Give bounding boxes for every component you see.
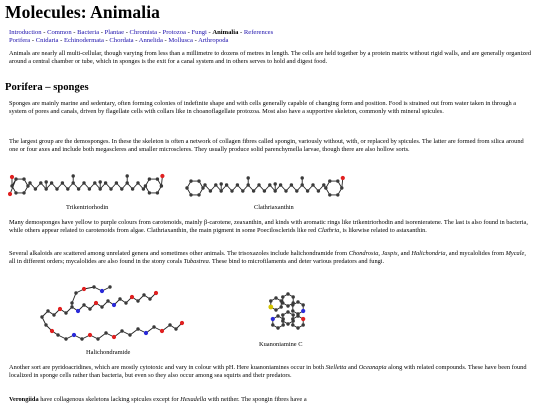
- nitrogen-atom: [271, 317, 275, 321]
- carbon-atom: [247, 176, 250, 179]
- carbon-atom: [120, 187, 123, 190]
- carbon-atom: [274, 308, 277, 311]
- oxygen-atom: [180, 321, 184, 325]
- nitrogen-atom: [112, 303, 116, 307]
- carbon-atom: [61, 181, 64, 184]
- genus-stelletta: Stelletta: [325, 364, 347, 371]
- carbon-atom: [291, 309, 294, 312]
- carbon-atom: [279, 305, 282, 308]
- oxygen-atom: [154, 291, 158, 295]
- carbon-atom: [100, 305, 103, 308]
- carbon-atom: [152, 325, 155, 328]
- carbon-atom: [160, 184, 163, 187]
- nav-line-2: [9, 37, 534, 45]
- kuanoniamine-caption: Kuanoniamine C: [259, 341, 303, 348]
- carbon-atom: [281, 317, 284, 320]
- nav-separator: -: [192, 37, 199, 45]
- clathriaxanthin-structure: [183, 170, 355, 204]
- carbon-atom: [236, 183, 239, 186]
- nav-link-animalia: Animalia: [212, 29, 239, 36]
- carbon-atom: [136, 299, 139, 302]
- carbon-atom: [230, 189, 233, 192]
- oxygen-atom: [94, 301, 98, 305]
- nav-separator: -: [157, 29, 163, 36]
- trikentriorhodin-caption: Trikentriorhodin: [66, 204, 109, 211]
- carbon-atom: [22, 191, 25, 194]
- nav-link-protozoa[interactable]: Protozoa: [162, 29, 186, 36]
- nitrogen-atom: [100, 289, 104, 293]
- carbon-atom: [56, 333, 59, 336]
- carbon-atom: [296, 300, 299, 303]
- carbon-atom: [291, 323, 294, 326]
- genus-oceanapia: Oceanapia: [358, 364, 387, 371]
- verongiida-paragraph: [9, 396, 532, 404]
- nav-link-bacteria[interactable]: Bacteria: [77, 29, 100, 36]
- carbon-atom: [197, 193, 200, 196]
- pyridoacridine-text-2: and: [346, 364, 359, 371]
- carbon-atom: [88, 187, 91, 190]
- carbon-atom: [55, 187, 58, 190]
- sulfur-atom: [268, 305, 273, 310]
- oxygen-atom: [341, 176, 345, 180]
- oxygen-atom: [50, 329, 54, 333]
- alkaloid-text-1: Several alkaloids are scattered among unrelated genera and sometimes other animals. The trisoxazoles include halichondramide from: [9, 250, 349, 257]
- alkaloid-paragraph: [9, 250, 532, 266]
- carbon-atom: [306, 189, 309, 192]
- carbon-atom: [220, 182, 223, 185]
- nitrogen-atom: [301, 309, 305, 313]
- carbon-atom: [14, 191, 17, 194]
- carbon-atom: [317, 189, 320, 192]
- carbon-atom: [77, 187, 80, 190]
- carbon-atom: [214, 183, 217, 186]
- carbon-atom: [295, 189, 298, 192]
- carbon-atom: [336, 179, 339, 182]
- pyridoacridine-paragraph: [9, 364, 532, 380]
- carbon-atom: [118, 297, 121, 300]
- nav-separator: -: [185, 29, 192, 36]
- carbon-atom: [168, 323, 171, 326]
- carbon-atom: [301, 176, 304, 179]
- nav-link-common[interactable]: Common: [47, 29, 72, 36]
- halichondramide-structure: [36, 283, 186, 347]
- carbon-atom: [45, 187, 48, 190]
- carbon-atom: [44, 323, 47, 326]
- carbon-atom: [148, 177, 151, 180]
- oxygen-atom: [82, 287, 86, 291]
- carbon-atom: [136, 327, 139, 330]
- verongiida-text-2: with neither. The spongin fibres have a: [206, 396, 307, 403]
- oxygen-atom: [10, 175, 14, 179]
- carbon-atom: [148, 191, 151, 194]
- nav-separator: -: [238, 29, 244, 36]
- carbon-atom: [291, 317, 294, 320]
- carbon-atom: [274, 296, 277, 299]
- carbon-atom: [225, 183, 228, 186]
- carbon-atom: [276, 314, 279, 317]
- oxygen-atom: [8, 192, 12, 196]
- nav-link-fungi[interactable]: Fungi: [191, 29, 207, 36]
- oxygen-atom: [58, 307, 62, 311]
- carbon-atom: [263, 189, 266, 192]
- carbon-atom: [324, 186, 327, 189]
- carbon-atom: [10, 184, 13, 187]
- carbon-atom: [28, 181, 31, 184]
- carbon-atom: [64, 337, 67, 340]
- carbon-atom: [286, 310, 289, 313]
- carbon-atom: [209, 189, 212, 192]
- carbon-atom: [284, 189, 287, 192]
- carbon-atom: [281, 295, 284, 298]
- carbon-atom: [269, 299, 272, 302]
- pyridoacridine-text-1: Another sort are pyridoacridines, which are mostly cytotoxic and vary in colour with pH. Here kuanoniamines occur in both: [9, 364, 326, 371]
- carbon-atom: [22, 177, 25, 180]
- carbon-atom: [279, 183, 282, 186]
- nav-link-chromista[interactable]: Chromista: [129, 29, 158, 36]
- alkaloid-text-3: , and: [397, 250, 412, 257]
- genus-halichondria: Halichondria: [411, 250, 446, 257]
- verongiida-text-1: have collagenous skeletons lacking spicules except for: [38, 396, 181, 403]
- nav-links: [9, 29, 534, 45]
- carbon-atom: [185, 186, 188, 189]
- nav-separator: -: [71, 29, 78, 36]
- nav-separator: -: [30, 37, 36, 45]
- carbon-atom: [322, 183, 325, 186]
- carbon-atom: [301, 323, 304, 326]
- nav-separator: -: [41, 29, 48, 36]
- nav-link-porifera[interactable]: Porifera: [9, 37, 31, 45]
- carbon-atom: [40, 315, 43, 318]
- genus-chondrosia: Chondrosia: [348, 250, 379, 257]
- carbon-atom: [136, 181, 139, 184]
- carotenoid-paragraph: [9, 219, 532, 235]
- nav-separator: -: [99, 29, 105, 36]
- nav-link-introduction[interactable]: Introduction: [9, 29, 42, 36]
- carbon-atom: [174, 327, 177, 330]
- carbon-atom: [64, 311, 67, 314]
- carbon-atom: [74, 291, 77, 294]
- carbon-atom: [82, 181, 85, 184]
- genus-jaspis: Jaspis: [381, 250, 398, 257]
- oxygen-atom: [301, 317, 305, 321]
- carbon-atom: [124, 301, 127, 304]
- demosponges-paragraph: The largest group are the demosponges. In these the skeleton is often a network of collagen fibres called spongin, variously without, with, or replaced by spicules. The latter are formed from silica around one or four axes and include both megascleres and smaller microscleres. They usually produce solid parenchymella larvae, though there are also hollow sorts.: [9, 138, 524, 153]
- carbon-atom: [156, 177, 159, 180]
- carbon-atom: [148, 297, 151, 300]
- nav-separator: -: [124, 29, 130, 36]
- carbon-atom: [46, 309, 49, 312]
- nav-link-mollusca[interactable]: Mollusca: [168, 37, 193, 45]
- carbon-atom: [340, 186, 343, 189]
- nav-separator: -: [133, 37, 139, 45]
- carbon-atom: [189, 179, 192, 182]
- carbon-atom: [201, 186, 204, 189]
- carbon-atom: [286, 292, 289, 295]
- carbon-atom: [66, 187, 69, 190]
- genus-mycale: Mycale: [505, 250, 525, 257]
- carbon-atom: [274, 182, 277, 185]
- oxygen-atom: [160, 329, 164, 333]
- carotenoid-text-2: , is likewise related to astaxanthin.: [339, 226, 427, 234]
- nav-link-plantae[interactable]: Plantae: [104, 29, 125, 36]
- carbon-atom: [241, 189, 244, 192]
- carbon-atom: [268, 183, 271, 186]
- page-title: Molecules: Animalia: [5, 2, 161, 22]
- carbon-atom: [291, 303, 294, 306]
- oxygen-atom: [112, 335, 116, 339]
- carbon-atom: [99, 180, 102, 183]
- carbon-atom: [271, 323, 274, 326]
- carbon-atom: [80, 337, 83, 340]
- section-heading: Porifera – sponges: [5, 82, 89, 93]
- genus-tubastrea: Tubastrea: [183, 257, 209, 265]
- carbon-atom: [276, 326, 279, 329]
- nitrogen-atom: [76, 309, 80, 313]
- carbon-atom: [197, 179, 200, 182]
- carbon-atom: [109, 187, 112, 190]
- oxygen-atom: [160, 174, 164, 178]
- carbon-atom: [14, 177, 17, 180]
- carbon-atom: [108, 285, 111, 288]
- carbon-atom: [45, 180, 48, 183]
- carbon-atom: [301, 183, 304, 186]
- carbon-atom: [93, 181, 96, 184]
- nav-link-chordata[interactable]: Chordata: [109, 37, 134, 45]
- carbon-atom: [131, 187, 134, 190]
- intro-paragraph: Animals are nearly all multi-cellular, though varying from less than a millimetre to dozens of metres in length. The cells are held together by a protein matrix without rigid walls, and are generally organized around a central chamber or tube, which in sponges is the exit for a canal system and in others serves to hold and digest food.: [9, 50, 532, 65]
- carbon-atom: [52, 313, 55, 316]
- trikentriorhodin-structure: [8, 168, 178, 204]
- carbon-atom: [189, 193, 192, 196]
- carbon-atom: [281, 313, 284, 316]
- carbon-atom: [281, 323, 284, 326]
- nav-line-1: [9, 29, 534, 37]
- carbon-atom: [291, 313, 294, 316]
- carbon-atom: [72, 181, 75, 184]
- carbon-atom: [274, 189, 277, 192]
- carbon-atom: [72, 174, 75, 177]
- carbon-atom: [39, 181, 42, 184]
- genus-hexadella: Hexadella: [180, 396, 207, 403]
- carbon-atom: [156, 191, 159, 194]
- nav-link-references[interactable]: References: [243, 29, 274, 36]
- kuanoniamine-structure: [264, 290, 312, 334]
- carbon-atom: [142, 293, 145, 296]
- nav-link-arthropoda[interactable]: Arthropoda: [198, 37, 229, 45]
- carbon-atom: [203, 183, 206, 186]
- carbon-atom: [286, 304, 289, 307]
- carbon-atom: [92, 285, 95, 288]
- carbon-atom: [115, 181, 118, 184]
- alkaloid-text-4: , and mycalolides from: [445, 250, 506, 257]
- nitrogen-atom: [144, 331, 148, 335]
- carbon-atom: [34, 187, 37, 190]
- carbon-atom: [104, 331, 107, 334]
- pyridoacridine-text-3: along with related compounds. These have been found localized in sponge cells rather than bacteria, but even so they also occur among sea squirts and their predators.: [9, 364, 527, 379]
- carbon-atom: [252, 189, 255, 192]
- carbon-atom: [301, 303, 304, 306]
- carbon-atom: [328, 179, 331, 182]
- carbon-atom: [126, 174, 129, 177]
- carbon-atom: [281, 301, 284, 304]
- verongiida-lead: Verongiida: [9, 396, 39, 403]
- nav-link-cnidaria[interactable]: Cnidaria: [35, 37, 59, 45]
- nav-separator: -: [206, 29, 213, 36]
- carotenoid-text-1: Many demosponges have yellow to purple colours from carotenoids, mainly β-carotene, zeaxanthin, and kinds with aromatic rings like trikentriorhodin and isorenieratene. The last is also found in bacteria, while others appear related to carotenoids from algae. Clathriaxanthin, the main pigment in some Poecilosclerids like red: [9, 219, 528, 234]
- alkaloid-text-5: , all in different orders; mycalolides are also found in the stony corals: [9, 250, 526, 265]
- nav-link-echinodermata[interactable]: Echinodermata: [63, 37, 104, 45]
- alkaloid-text-6: . These bind to microfilaments and deter various predators and fungi.: [208, 257, 385, 265]
- carbon-atom: [311, 183, 314, 186]
- carbon-atom: [82, 303, 85, 306]
- oxygen-atom: [88, 333, 92, 337]
- clathriaxanthin-caption: Clathriaxanthin: [254, 204, 294, 211]
- carbon-atom: [220, 189, 223, 192]
- carbon-atom: [286, 322, 289, 325]
- sponges-paragraph: Sponges are mainly marine and sedentary, often forming colonies of indefinite shape and with cells generally capable of changing form and position. Food is strained out from water taken in through a system of pores and canals, driven by flagellate cells with collars like in choanoflagellate protozoa. Most also have a supportive skeleton, commonly with mineral spicules.: [9, 100, 517, 115]
- carbon-atom: [26, 184, 29, 187]
- carbon-atom: [142, 187, 145, 190]
- carbon-atom: [99, 187, 102, 190]
- carbon-atom: [247, 183, 250, 186]
- carbon-atom: [336, 193, 339, 196]
- carbon-atom: [88, 307, 91, 310]
- alkaloid-text-2: ,: [378, 250, 382, 257]
- carbon-atom: [328, 193, 331, 196]
- carbon-atom: [50, 181, 53, 184]
- carbon-atom: [290, 183, 293, 186]
- nav-separator: -: [58, 37, 64, 45]
- carbon-atom: [128, 333, 131, 336]
- carbon-atom: [144, 184, 147, 187]
- oxygen-atom: [130, 295, 134, 299]
- nitrogen-atom: [72, 333, 76, 337]
- carbon-atom: [296, 314, 299, 317]
- genus-clathria: Clathria: [317, 226, 340, 234]
- carbon-atom: [126, 181, 129, 184]
- carbon-atom: [257, 183, 260, 186]
- carbon-atom: [120, 329, 123, 332]
- carbon-atom: [96, 337, 99, 340]
- nav-separator: -: [103, 37, 110, 45]
- nav-separator: -: [162, 37, 169, 45]
- nav-link-annelida[interactable]: Annelida: [138, 37, 163, 45]
- carbon-atom: [104, 181, 107, 184]
- carbon-atom: [70, 305, 73, 308]
- carbon-atom: [106, 299, 109, 302]
- carbon-atom: [70, 301, 73, 304]
- carbon-atom: [291, 295, 294, 298]
- halichondramide-caption: Halichondramide: [86, 349, 131, 356]
- carbon-atom: [296, 326, 299, 329]
